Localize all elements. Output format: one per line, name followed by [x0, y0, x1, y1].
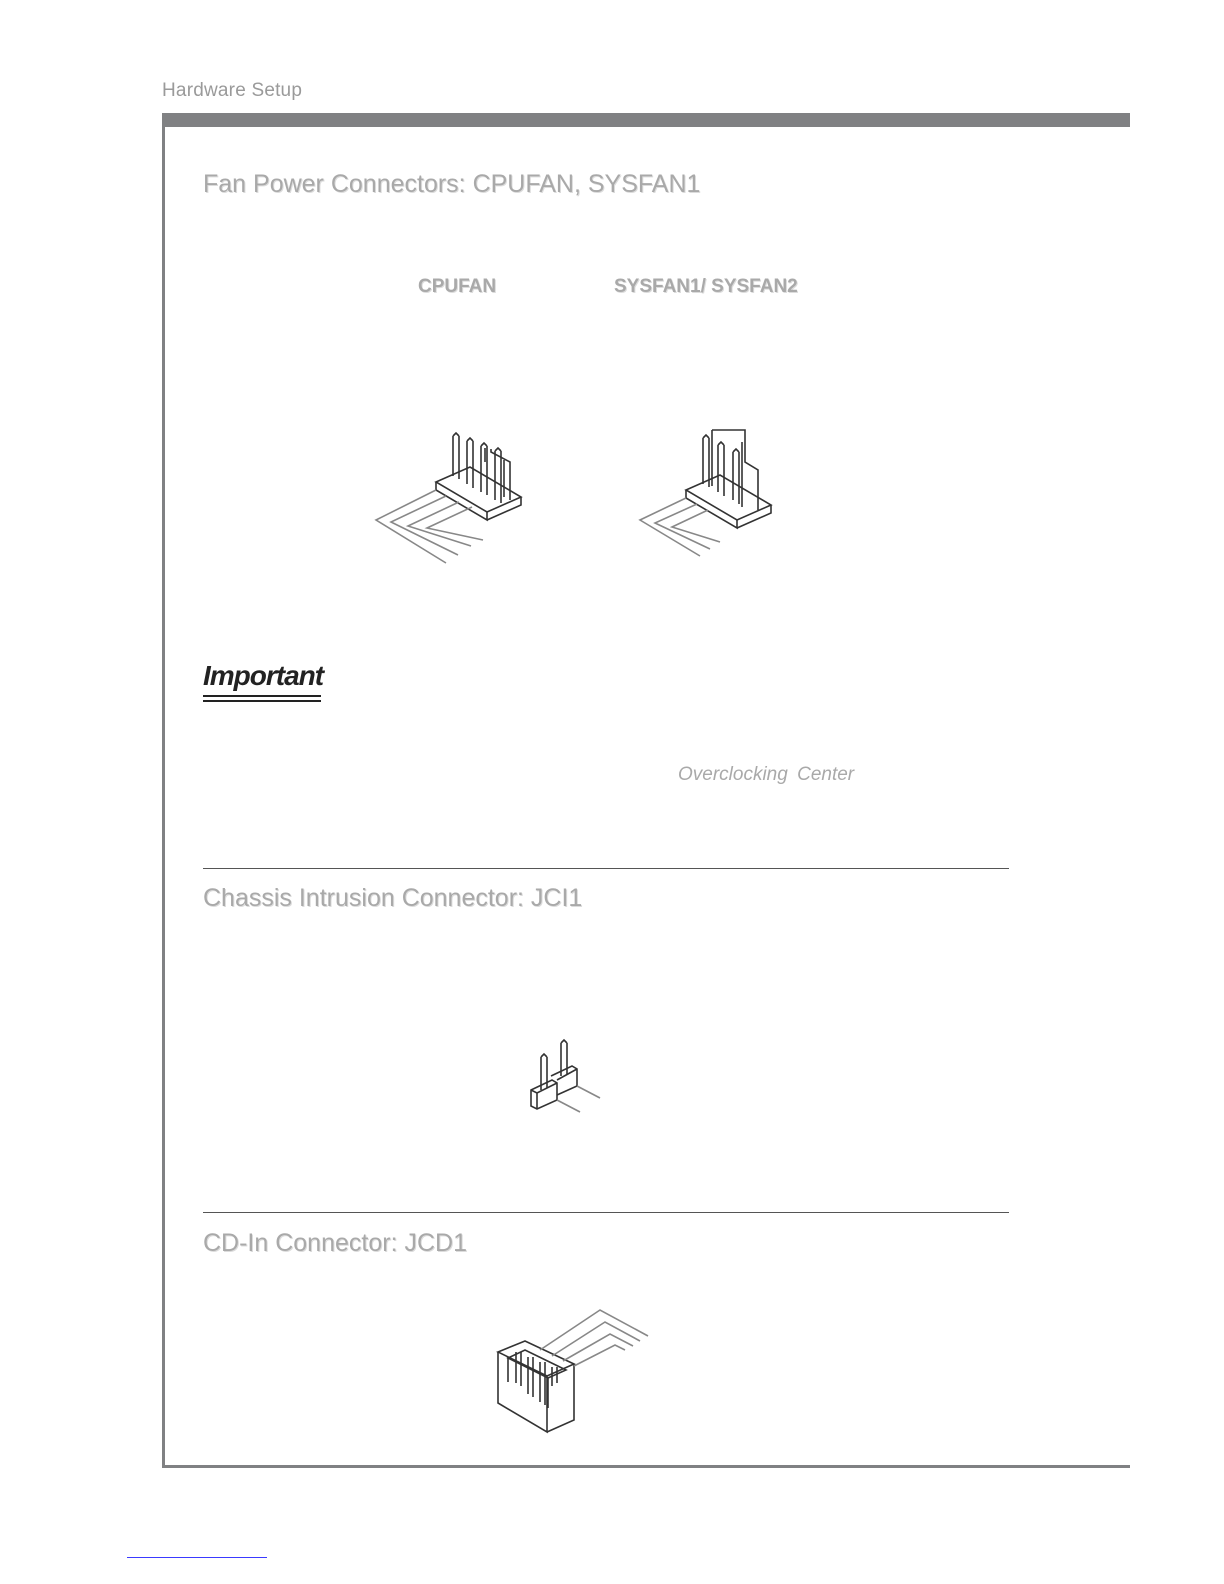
cdin-section-title: CD-In Connector: JCD1: [203, 1229, 467, 1257]
cpufan-label: CPUFAN: [418, 276, 497, 297]
overclocking-center-text: Overclocking Center: [678, 764, 855, 785]
running-header-title: Hardware Setup: [162, 80, 303, 101]
fan-section-title: Fan Power Connectors: CPUFAN, SYSFAN1: [203, 170, 701, 198]
footer-link-underline[interactable]: [127, 1557, 267, 1558]
sysfan-label: SYSFAN1/ SYSFAN2: [614, 276, 798, 297]
important-heading: Important: [203, 660, 324, 691]
chassis-section-title: Chassis Intrusion Connector: JCI1: [203, 884, 583, 912]
